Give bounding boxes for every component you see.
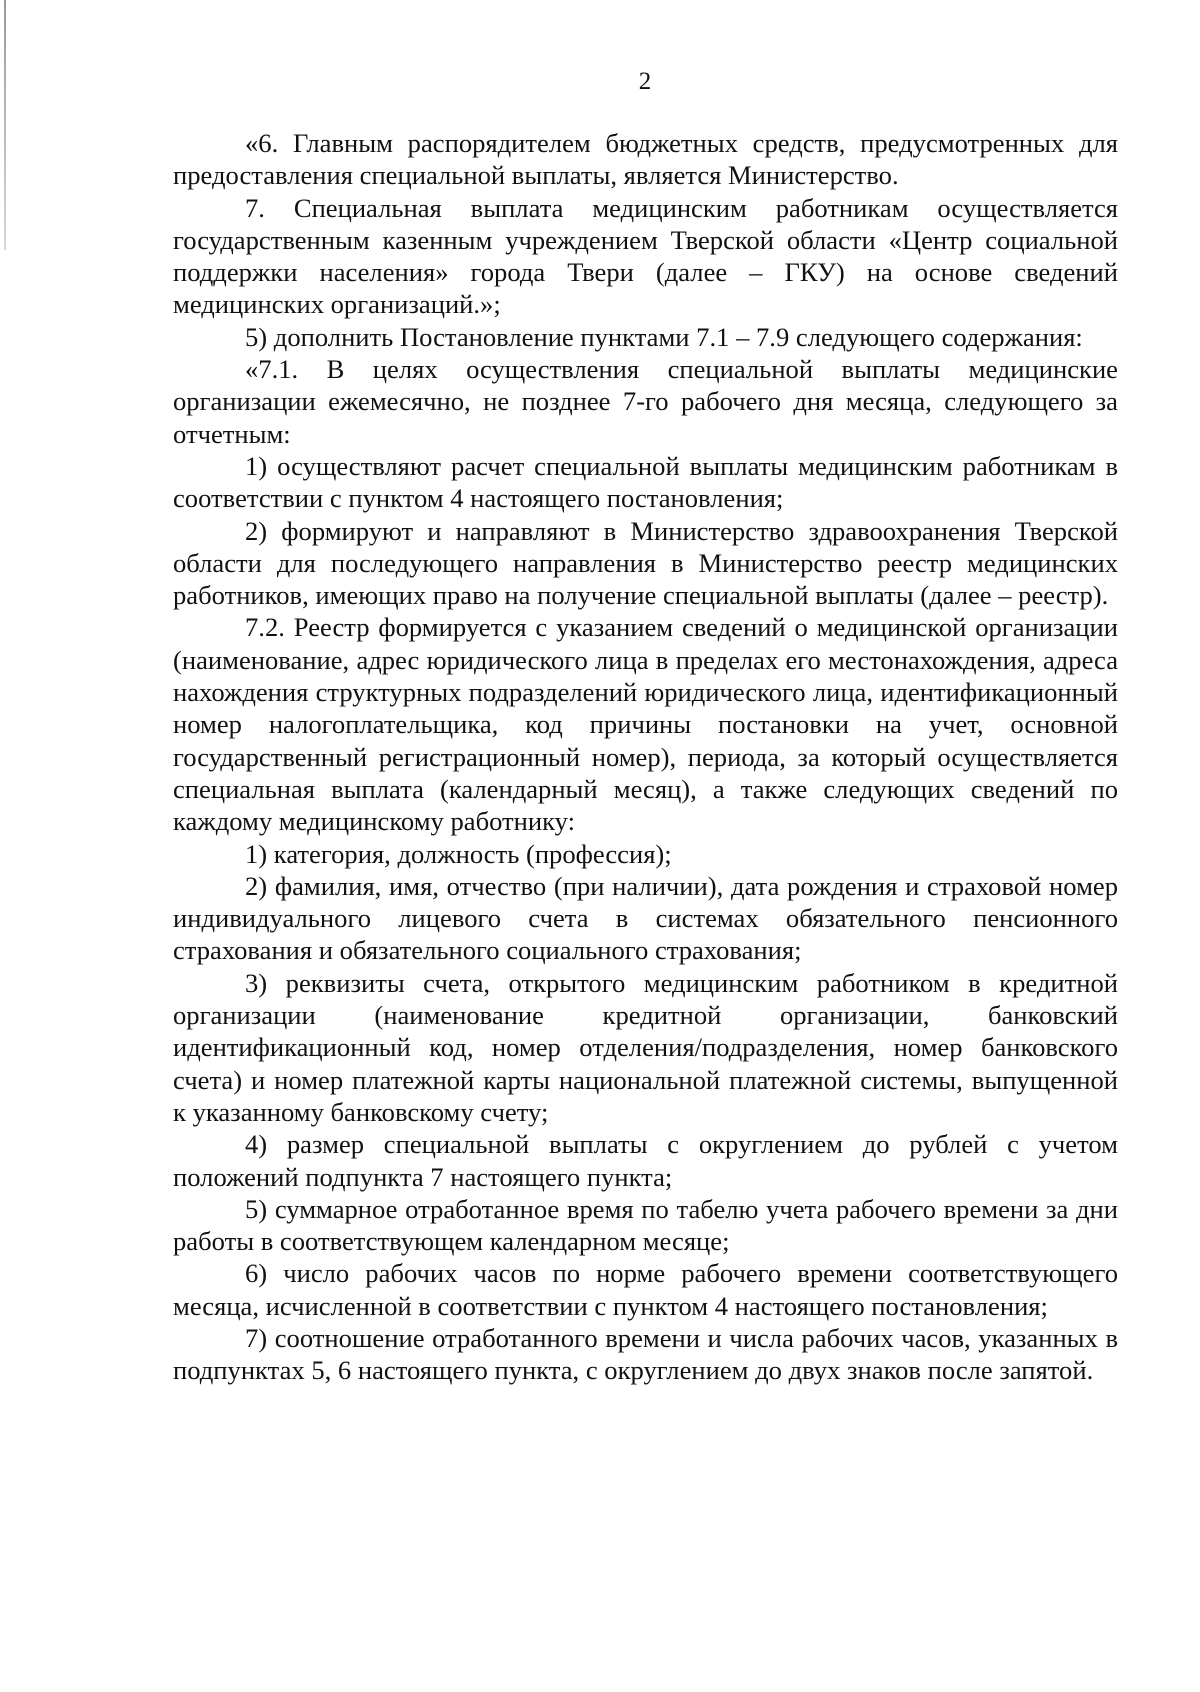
scan-edge: [4, 0, 6, 250]
paragraph-6-main-manager: «6. Главным распорядителем бюджетных средств, предусмотренных для предоставления специальной выплаты, является Министерство.: [173, 128, 1118, 191]
paragraph-7-1-item-2: 2) формируют и направляют в Министерство здравоохранения Тверской области для последующего направления в Министерство реестр медицинских работников, имеющих право на получение специальной выплаты (далее – реестр).: [173, 515, 1118, 611]
paragraph-7-2: 7.2. Реестр формируется с указанием сведений о медицинской организации (наименование, адрес юридического лица в пределах его местонахождения, адреса нахождения структурных подразделений юридического лица, идентификационный номер налогоплательщика, код причины постановки на учет, основной государственный регистрационный номер), периода, за который осуществляется специальная выплата (календарный месяц), а также следующих сведений по каждому медицинскому работнику:: [173, 612, 1118, 837]
paragraph-7-2-item-3: 3) реквизиты счета, открытого медицинским работником в кредитной организации (наименование кредитной организации, банковский идентификационный код, номер отделения/подразделения, номер банковского счета) и номер платежной карты национальной платежной системы, выпущенной к указанному банковскому счету;: [173, 967, 1118, 1127]
page-number: 2: [638, 68, 652, 95]
paragraph-7-special-payment: 7. Специальная выплата медицинским работникам осуществляется государственным казенным учреждением Тверской области «Центр социальной поддержки населения» города Твери (далее – ГКУ) на основе сведений медицинских организаций.»;: [173, 192, 1118, 320]
paragraph-7-2-item-2: 2) фамилия, имя, отчество (при наличии), дата рождения и страховой номер индивидуального лицевого счета в системах обязательного пенсионного страхования и обязательного социального страхования;: [173, 870, 1118, 966]
paragraph-7-2-item-4: 4) размер специальной выплаты с округлением до рублей с учетом положений подпункта 7 настоящего пункта;: [173, 1129, 1118, 1192]
paragraph-7-2-item-5: 5) суммарное отработанное время по табелю учета рабочего времени за дни работы в соответствующем календарном месяце;: [173, 1193, 1118, 1257]
paragraph-7-1-item-1: 1) осуществляют расчет специальной выплаты медицинским работникам в соответствии с пунктом 4 настоящего постановления;: [173, 450, 1118, 514]
paragraph-7-2-item-6: 6) число рабочих часов по норме рабочего времени соответствующего месяца, исчисленной в соответствии с пунктом 4 настоящего постановления;: [173, 1258, 1118, 1321]
paragraph-7-2-item-1: 1) категория, должность (профессия);: [245, 838, 672, 869]
paragraph-7-1: «7.1. В целях осуществления специальной выплаты медицинские организации ежемесячно, не позднее 7-го рабочего дня месяца, следующего за отчетным:: [173, 354, 1118, 449]
paragraph-7-2-item-7: 7) соотношение отработанного времени и числа рабочих часов, указанных в подпунктах 5, 6 настоящего пункта, с округлением до двух знаков после запятой.: [173, 1322, 1118, 1386]
document-body: [173, 127, 1118, 1387]
paragraph-amendment-5: 5) дополнить Постановление пунктами 7.1 – 7.9 следующего содержания:: [245, 321, 1083, 352]
